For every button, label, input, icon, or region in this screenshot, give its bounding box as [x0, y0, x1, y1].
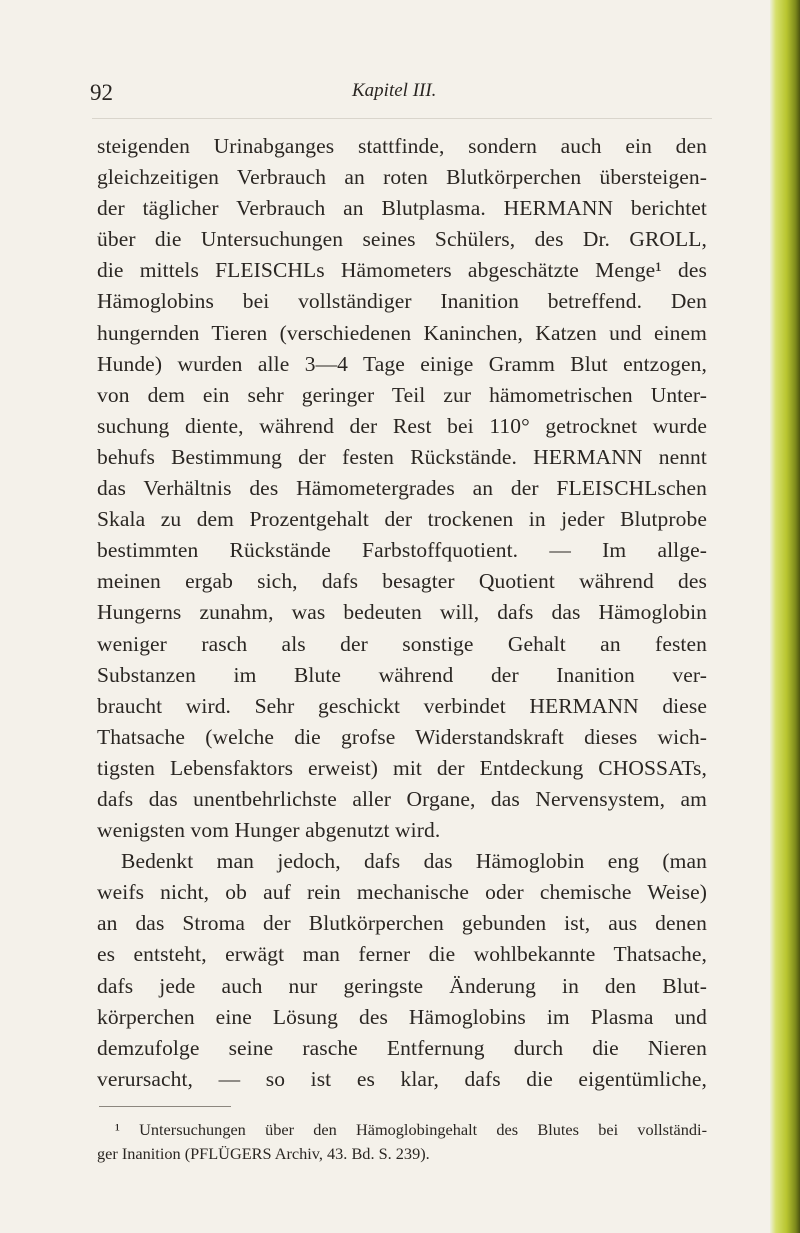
- text-line: Thatsache (welche die grofse Widerstandskraft dieses wich-: [97, 724, 707, 749]
- text-line: Hunde) wurden alle 3—4 Tage einige Gramm Blut entzogen,: [97, 351, 707, 376]
- running-head: Kapitel III.: [352, 80, 437, 101]
- footnote-line: ger Inanition (PFLÜGERS Archiv, 43. Bd. S. 239).: [97, 1144, 430, 1163]
- book-spine-edge: [770, 0, 800, 1233]
- text-line: behufs Bestimmung der festen Rückstände. HERMANN nennt: [97, 444, 707, 469]
- footnote-rule: [99, 1106, 231, 1107]
- text-line: suchung diente, während der Rest bei 110° getrocknet wurde: [97, 413, 707, 438]
- header-rule: [92, 118, 712, 119]
- text-line: demzufolge seine rasche Entfernung durch die Nieren: [97, 1035, 707, 1060]
- text-line: wenigsten vom Hunger abgenutzt wird.: [97, 818, 441, 843]
- body-text: [97, 131, 707, 1095]
- text-line: gleichzeitigen Verbrauch an roten Blutkörperchen übersteigen-: [97, 165, 707, 190]
- text-line: Substanzen im Blute während der Inanition ver-: [97, 662, 707, 687]
- footnote: [97, 1118, 707, 1166]
- text-line: bestimmten Rückstände Farbstoffquotient. — Im allge-: [97, 538, 707, 563]
- text-line: Hungerns zunahm, was bedeuten will, dafs das Hämoglobin: [97, 600, 707, 625]
- text-line: Bedenkt man jedoch, dafs das Hämoglobin eng (man: [121, 849, 707, 874]
- text-line: meinen ergab sich, dafs besagter Quotient während des: [97, 569, 707, 594]
- text-line: Hämoglobins bei vollständiger Inanition betreffend. Den: [97, 289, 707, 314]
- text-line: es entsteht, erwägt man ferner die wohlbekannte Thatsache,: [97, 942, 707, 967]
- text-line: an das Stroma der Blutkörperchen gebunden ist, aus denen: [97, 911, 707, 936]
- text-line: weifs nicht, ob auf rein mechanische oder chemische Weise): [97, 880, 707, 905]
- text-line: dafs das unentbehrlichste aller Organe, das Nervensystem, am: [97, 786, 707, 811]
- text-line: das Verhältnis des Hämometergrades an der FLEISCHLschen: [97, 476, 707, 501]
- text-line: dafs jede auch nur geringste Änderung in den Blut-: [97, 973, 707, 998]
- text-line: von dem ein sehr geringer Teil zur hämometrischen Unter-: [97, 382, 707, 407]
- footnote-line: ¹ Untersuchungen über den Hämoglobingehalt des Blutes bei vollständi-: [115, 1120, 707, 1139]
- text-line: hungernden Tieren (verschiedenen Kaninchen, Katzen und einem: [97, 320, 707, 345]
- text-line: der täglicher Verbrauch an Blutplasma. HERMANN berichtet: [97, 196, 707, 221]
- text-line: braucht wird. Sehr geschickt verbindet HERMANN diese: [97, 693, 707, 718]
- text-line: die mittels FLEISCHLs Hämometers abgeschätzte Menge¹ des: [97, 258, 707, 283]
- text-line: weniger rasch als der sonstige Gehalt an festen: [97, 631, 707, 656]
- text-line: verursacht, — so ist es klar, dafs die eigentümliche,: [97, 1066, 707, 1091]
- page-number: 92: [90, 80, 113, 105]
- text-line: tigsten Lebensfaktors erweist) mit der Entdeckung CHOSSATs,: [97, 755, 707, 780]
- text-line: körperchen eine Lösung des Hämoglobins im Plasma und: [97, 1004, 707, 1029]
- text-line: Skala zu dem Prozentgehalt der trockenen in jeder Blutprobe: [97, 507, 707, 532]
- text-line: steigenden Urinabganges stattfinde, sondern auch ein den: [97, 134, 707, 158]
- text-line: über die Untersuchungen seines Schülers, des Dr. GROLL,: [97, 227, 707, 252]
